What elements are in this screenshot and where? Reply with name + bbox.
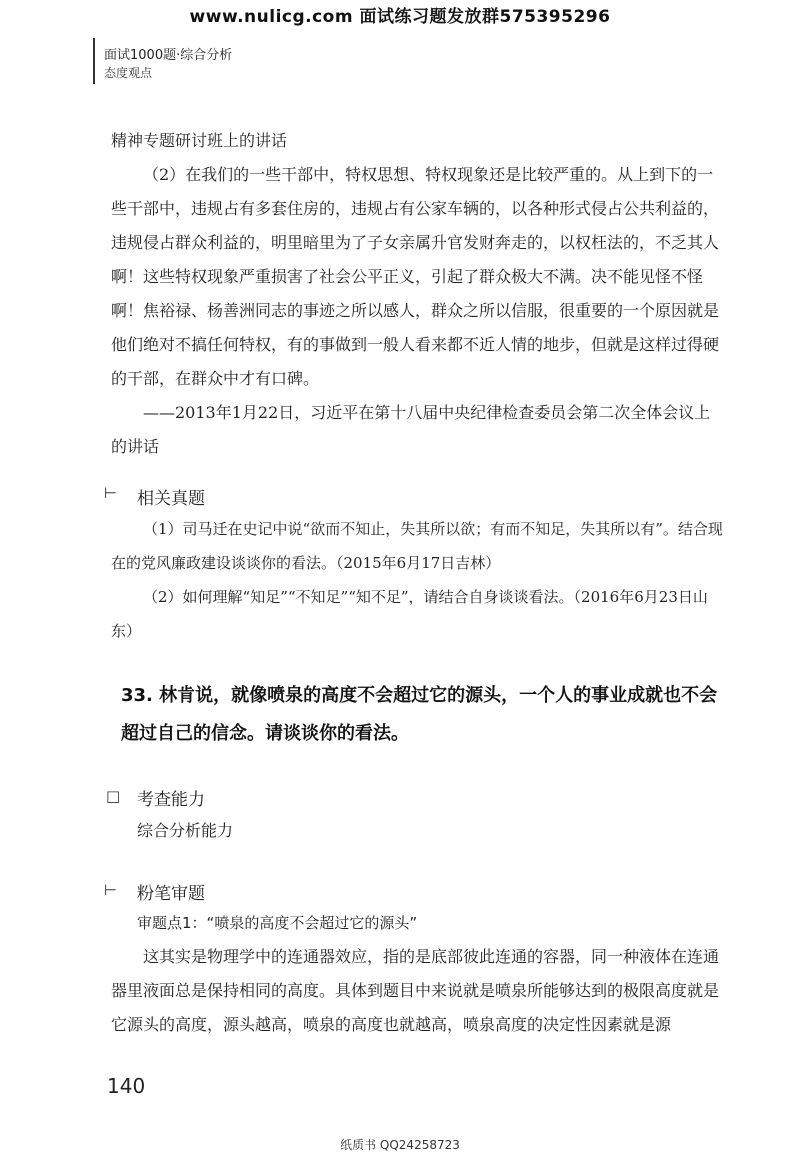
related-item: （2）如何理解“知足”“不知足”“知不足”，请结合自身谈谈看法。（2016年6月23日山东）: [111, 588, 708, 640]
review-block: [111, 940, 725, 1042]
footer-watermark: 纸质书 QQ24258723: [340, 1138, 460, 1152]
watermark-banner: www.nulicg.com 面试练习题发放群575395296: [189, 7, 611, 27]
ability-section-icon: □: [106, 787, 121, 805]
question-text: 33. 林肯说，就像喷泉的高度不会超过它的源头，一个人的事业成就也不会超过自己的信念。请谈谈你的看法。: [121, 685, 718, 744]
review-section-icon: ⊢: [104, 881, 118, 899]
related-section-icon: ⊢: [104, 484, 118, 502]
book-title: 面试1000题·综合分析: [104, 48, 233, 63]
header-rule: [93, 38, 95, 84]
quote-block: [111, 124, 725, 464]
review-point-1: 审题点1：“喷泉的高度不会超过它的源头”: [137, 914, 418, 932]
page-number: 140: [107, 1074, 146, 1098]
related-title: 相关真题: [137, 489, 205, 509]
quote-source-2: ——2013年1月22日，习近平在第十八届中央纪律检查委员会第二次全体会议上的讲话: [111, 403, 711, 456]
review-paragraph: 这其实是物理学中的连通器效应，指的是底部彼此连通的容器，同一种液体在连通器里液面总是保持相同的高度。具体到题目中来说就是喷泉所能够达到的极限高度就是它源头的高度，源头越高，喷泉的高度也就越高，喷泉高度的决定性因素就是源: [111, 947, 720, 1034]
quote-item-2: （2）在我们的一些干部中，特权思想、特权现象还是比较严重的。从上到下的一些干部中，违规占有多套住房的，违规占有公家车辆的，以各种形式侵占公共利益的，违规侵占群众利益的，明里暗里为了子女亲属升官发财奔走的，以权枉法的，不乏其人啊！这些特权现象严重损害了社会公平正义，引起了群众极大不满。决不能见怪不怪啊！焦裕禄、杨善洲同志的事迹之所以感人，群众之所以信服，很重要的一个原因就是他们绝对不搞任何特权，有的事做到一般人看来都不近人情的地步，但就是这样过得硬的干部，在群众中才有口碑。: [111, 165, 720, 388]
section-label: 态度观点: [104, 66, 153, 80]
related-list: [111, 512, 725, 648]
related-item: （1）司马迁在史记中说“欲而不知止，失其所以欲；有而不知足，失其所以有”。结合现在的党风廉政建设谈谈你的看法。（2015年6月17日吉林）: [111, 520, 723, 572]
ability-value: 综合分析能力: [137, 821, 234, 840]
quote-continued-line: 精神专题研讨班上的讲话: [111, 131, 288, 150]
review-title: 粉笔审题: [137, 884, 205, 904]
ability-title: 考查能力: [137, 790, 205, 810]
